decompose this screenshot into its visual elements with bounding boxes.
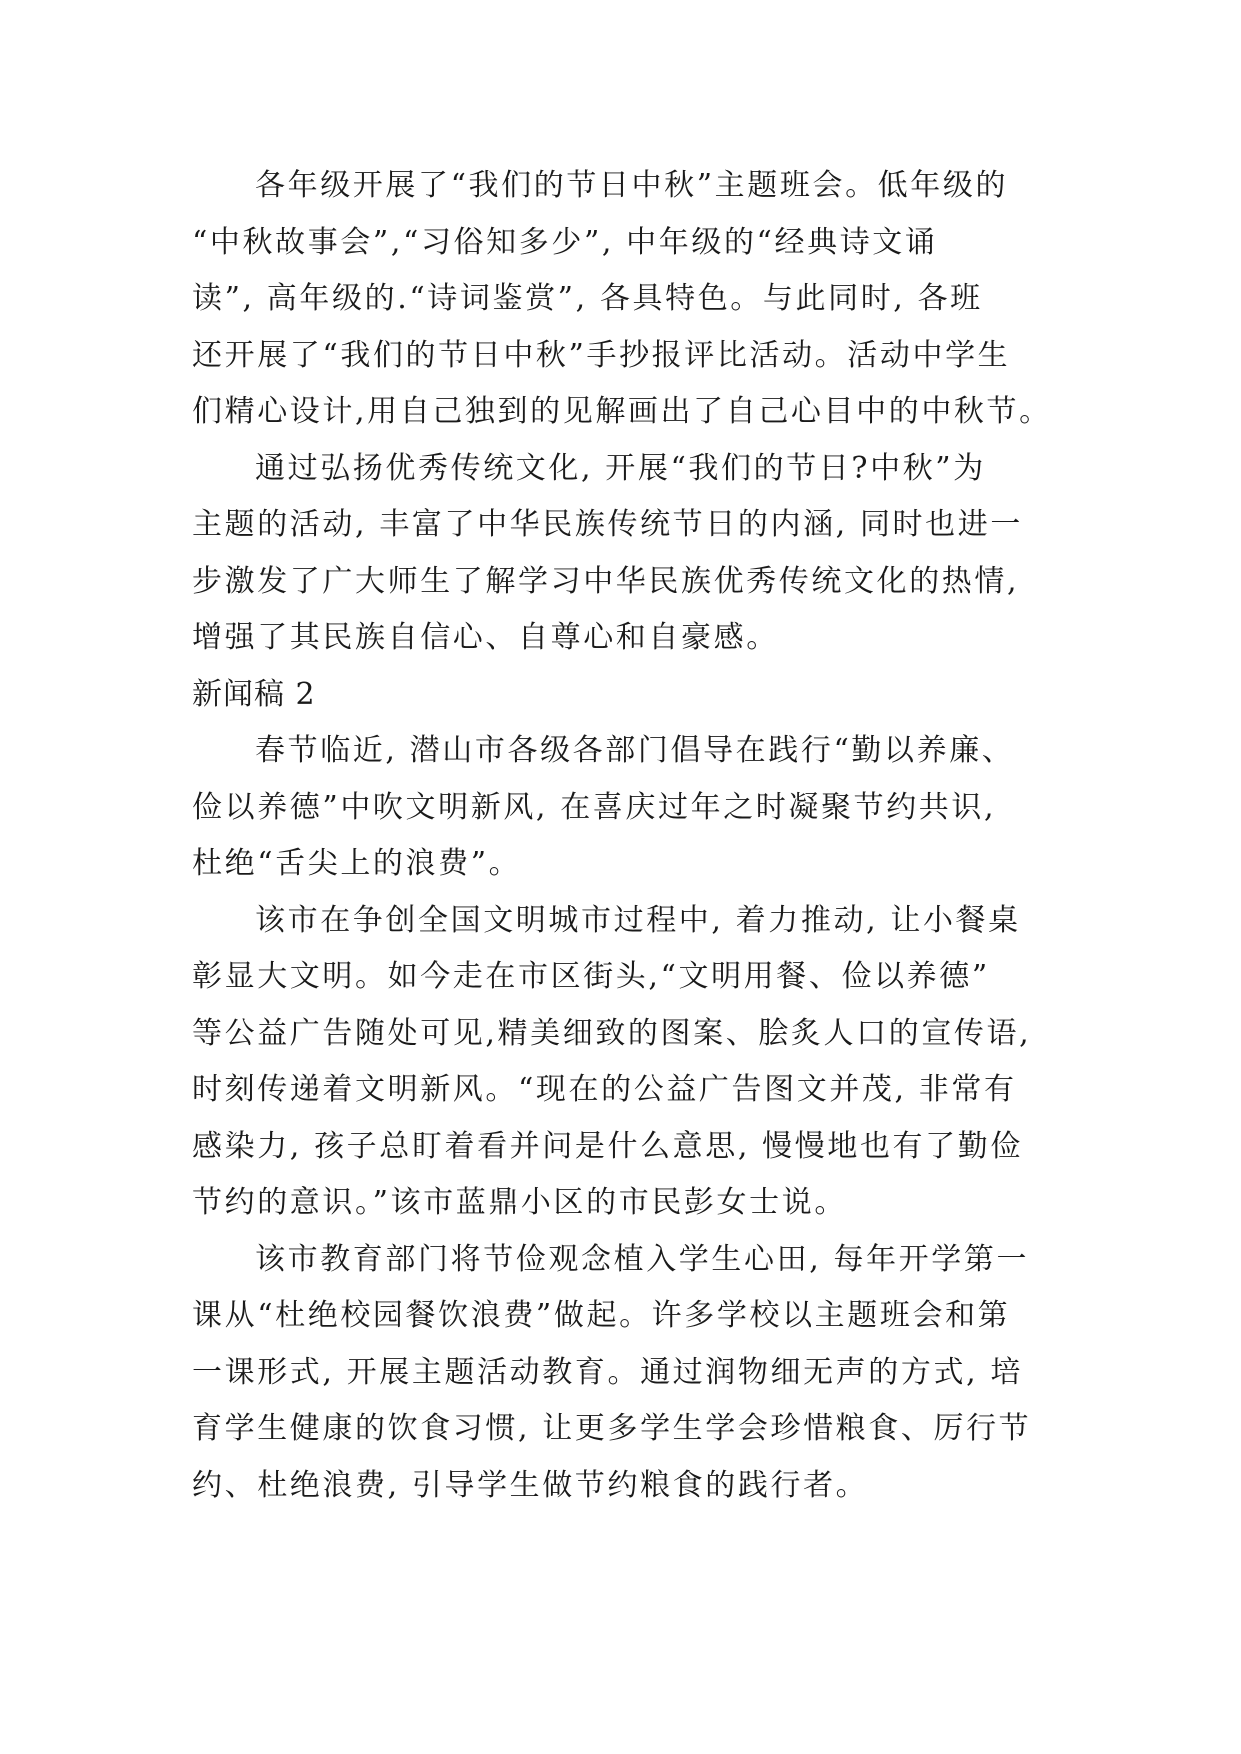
paragraph-line: 各年级开展了“我们的节日中秋”主题班会。低年级的 [255,168,1009,203]
paragraph-line: 彰显大文明。如今走在市区街头,“文明用餐、俭以养德” [192,959,990,994]
paragraph-line: 主题的活动, 丰富了中华民族传统节日的内涵, 同时也进一 [192,507,1023,542]
paragraph-line: 读”, 高年级的.“诗词鉴赏”, 各具特色。与此同时, 各班 [192,281,983,316]
paragraph-line: 俭以养德”中吹文明新风, 在喜庆过年之时凝聚节约共识, [192,789,997,825]
paragraph-line: 感染力, 孩子总盯着看并问是什么意思, 慢慢地也有了勤俭 [192,1128,1023,1164]
paragraph-line: 增强了其民族自信心、自尊心和自豪感。 [192,620,779,655]
paragraph-line: 时刻传递着文明新风。“现在的公益广告图文并茂, 非常有 [192,1072,1017,1107]
paragraph-line: 等公益广告随处可见,精美细致的图案、脍炙人口的宣传语, [192,1015,1032,1051]
section-heading: 新闻稿 2 [192,676,316,712]
paragraph-line: 该市在争创全国文明城市过程中, 着力推动, 让小餐桌 [255,902,1021,938]
paragraph-line: 约、杜绝浪费, 引导学生做节约粮食的践行者。 [192,1467,869,1503]
paragraph-line: 课从“杜绝校园餐饮浪费”做起。许多学校以主题班会和第 [192,1298,1011,1333]
paragraph-line: 步激发了广大师生了解学习中华民族优秀传统文化的热情, [192,563,1020,599]
paragraph-line: 该市教育部门将节俭观念植入学生心田, 每年开学第一 [255,1241,1030,1277]
paragraph-line: 通过弘扬优秀传统文化, 开展“我们的节日?中秋”为 [255,450,986,486]
paragraph-line: 还开展了“我们的节日中秋”手抄报评比活动。活动中学生 [192,337,1011,373]
document-body [192,158,1052,1514]
paragraph-line: 育学生健康的饮食习惯, 让更多学生学会珍惜粮食、厉行节 [192,1411,1032,1446]
paragraph-line: 们精心设计,用自己独到的见解画出了自己心目中的中秋节。 [192,394,1052,429]
paragraph-line: 节约的意识。”该市蓝鼎小区的市民彭女士说。 [192,1185,847,1220]
paragraph-line: 一课形式, 开展主题活动教育。通过润物细无声的方式, 培 [192,1354,1023,1390]
paragraph-line: 春节临近, 潜山市各级各部门倡导在践行“勤以养廉、 [255,733,1015,768]
paragraph-line: “中秋故事会”,“习俗知多少”, 中年级的“经典诗文诵 [192,224,938,260]
paragraph-line: 杜绝“舌尖上的浪费”。 [192,846,522,881]
